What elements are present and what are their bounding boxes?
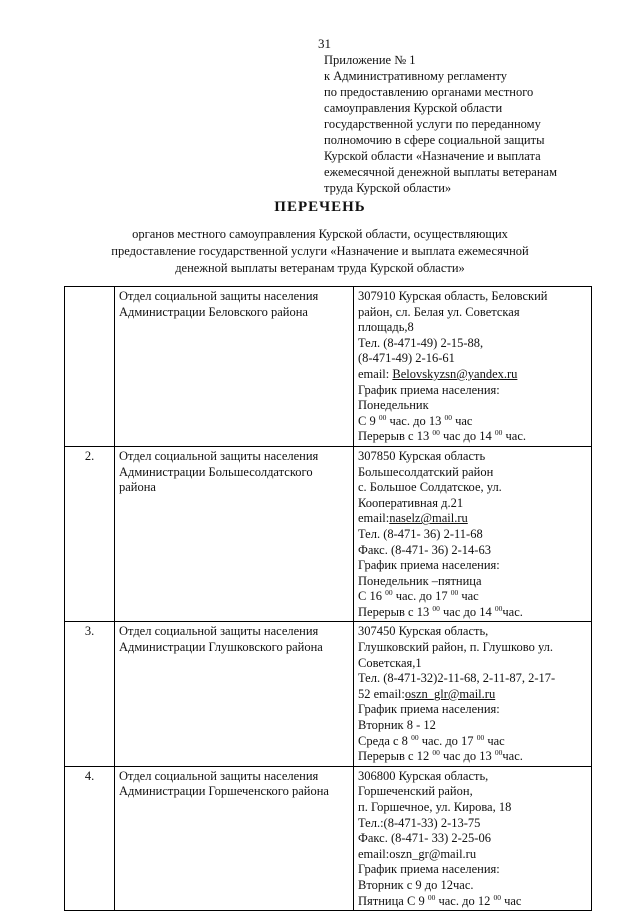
contact-line: 307450 Курская область, [358, 624, 489, 639]
appendix-line: к Административному регламенту [324, 69, 508, 83]
row-number: 2. [65, 446, 115, 622]
appendix-line: полномочию в сфере социальной защиты [324, 133, 545, 147]
row-number: 3. [65, 622, 115, 766]
appendix-line: по предоставлению органами местного [324, 85, 534, 99]
contact-line: Советская,1 [358, 655, 422, 670]
superscript-minutes: 00 [385, 589, 393, 598]
superscript-minutes: 00 [432, 604, 440, 613]
contact-line: Большесолдатский район [358, 464, 494, 479]
superscript-minutes: 00 [494, 604, 503, 613]
contact-line: Кооперативная д.21 [358, 495, 464, 510]
contact-line: email: Belovskyzsn@yandex.ru [358, 366, 518, 381]
appendix-line: ежемесячной денежной выплаты ветеранам [324, 165, 557, 179]
appendix-line: государственной услуги по переданному [324, 117, 541, 131]
superscript-minutes: 00 [432, 749, 440, 758]
superscript-minutes: 00 [427, 893, 436, 902]
table-body [65, 287, 592, 911]
contact-line: Перерыв с 12 $^{00}$ час до 13 $^{00}$час. [358, 749, 523, 764]
contact-line: Перерыв с 13 $^{00}$ час до 14 $^{00}$ час. [358, 429, 526, 444]
contact-line: площадь,8 [358, 320, 414, 335]
contact-line: email:oszn_gr@mail.ru [358, 846, 477, 861]
contact-line: График приема населения: [358, 702, 500, 717]
superscript-minutes: 00 [378, 413, 387, 422]
contact-line: с. Большое Солдатское, ул. [358, 480, 502, 495]
contact-line: График приема населения: [358, 558, 500, 573]
contact-line: Перерыв с 13 $^{00}$ час до 14 $^{00}$час. [358, 604, 523, 619]
contact-line: Тел. (8-471-49) 2-15-88, [358, 335, 484, 350]
row-number [65, 287, 115, 447]
document-title: ПЕРЕЧЕНЬ [274, 199, 366, 215]
superscript-minutes: 00 [450, 589, 459, 598]
contact-line: График приема населения: [358, 382, 500, 397]
contact-line: Вторник 8 - 12 [358, 718, 436, 733]
superscript-minutes: 00 [494, 429, 503, 438]
contact-line: Среда с 8 $^{00}$ час. до 17 $^{00}$ час [358, 733, 505, 748]
superscript-minutes: 00 [432, 429, 440, 438]
contact-line: Понедельник –пятница [358, 573, 482, 588]
appendix-line: самоуправления Курской области [324, 101, 503, 115]
email-link[interactable]: naselz@mail.ru [389, 511, 468, 526]
contact-line: Факс. (8-471- 33) 2-25-06 [358, 831, 491, 846]
contact-line: п. Горшечное, ул. Кирова, 18 [358, 800, 512, 814]
contact-line: График приема населения: [358, 862, 500, 877]
table-row [65, 446, 592, 622]
contact-line: 307850 Курская область [358, 448, 486, 463]
superscript-minutes: 00 [476, 733, 485, 742]
table-row [65, 287, 592, 447]
contact-line: 306800 Курская область, [358, 768, 489, 783]
superscript-minutes: 00 [444, 413, 452, 422]
department-contacts [354, 622, 592, 766]
document-subtitle [0, 226, 640, 277]
email-link[interactable]: oszn_glr@mail.ru [404, 686, 496, 701]
email-link[interactable]: Belovskyzsn@yandex.ru [392, 366, 518, 381]
department-name: Отдел социальной защиты населения Администрации Горшеченского района [115, 766, 354, 910]
departments-table [64, 286, 592, 911]
appendix-line: Приложение № 1 [324, 53, 416, 67]
row-number: 4. [65, 766, 115, 910]
page-number: 31 [318, 36, 331, 51]
contact-line: район, сл. Белая ул. Советская [358, 304, 520, 319]
contact-line: С 9 $^{00}$ час. до 13 $^{00}$ час [358, 413, 473, 428]
department-contacts [354, 446, 592, 622]
contact-line: Тел. (8-471- 36) 2-11-68 [358, 526, 483, 541]
contact-line: Горшеченский район, [358, 784, 473, 799]
superscript-minutes: 00 [493, 893, 501, 902]
contact-line: 52 email:oszn_glr@mail.ru [358, 686, 496, 701]
contact-line: Факс. (8-471- 36) 2-14-63 [358, 542, 491, 557]
appendix-line: труда Курской области» [324, 181, 452, 195]
appendix-header [324, 52, 624, 196]
department-name: Отдел социальной защиты населения Администрации Беловского района [115, 287, 354, 447]
contact-line: Тел. (8-471-32)2-11-68, 2-11-87, 2-17- [358, 671, 556, 686]
department-name: Отдел социальной защиты населения Администрации Большесолдатского района [115, 446, 354, 622]
subtitle-line: органов местного самоуправления Курской области, осуществляющих [132, 227, 508, 241]
subtitle-line: денежной выплаты ветеранам труда Курской области» [175, 261, 465, 275]
contact-line: С 16 $^{00}$ час. до 17 $^{00}$ час [358, 589, 479, 604]
contact-line: 307910 Курская область, Беловский [358, 289, 548, 303]
subtitle-line: предоставление государственной услуги «Назначение и выплата ежемесячной [111, 244, 529, 258]
table-row [65, 622, 592, 766]
contact-line: Вторник с 9 до 12час. [358, 877, 474, 892]
contact-line: Тел.:(8-471-33) 2-13-75 [358, 815, 481, 830]
department-contacts [354, 287, 592, 447]
superscript-minutes: 00 [494, 749, 503, 758]
contact-line: Глушковский район, п. Глушково ул. [358, 640, 554, 655]
contact-line: Понедельник [358, 398, 429, 413]
department-contacts [354, 766, 592, 910]
appendix-line: Курской области «Назначение и выплата [324, 149, 541, 163]
contact-line: Пятница С 9 $^{00}$ час. до 12 $^{00}$ час [358, 893, 522, 908]
superscript-minutes: 00 [411, 733, 419, 742]
table-row [65, 766, 592, 910]
contact-line: email:naselz@mail.ru [358, 511, 468, 526]
department-name: Отдел социальной защиты населения Администрации Глушковского района [115, 622, 354, 766]
contact-line: (8-471-49) 2-16-61 [358, 351, 455, 366]
